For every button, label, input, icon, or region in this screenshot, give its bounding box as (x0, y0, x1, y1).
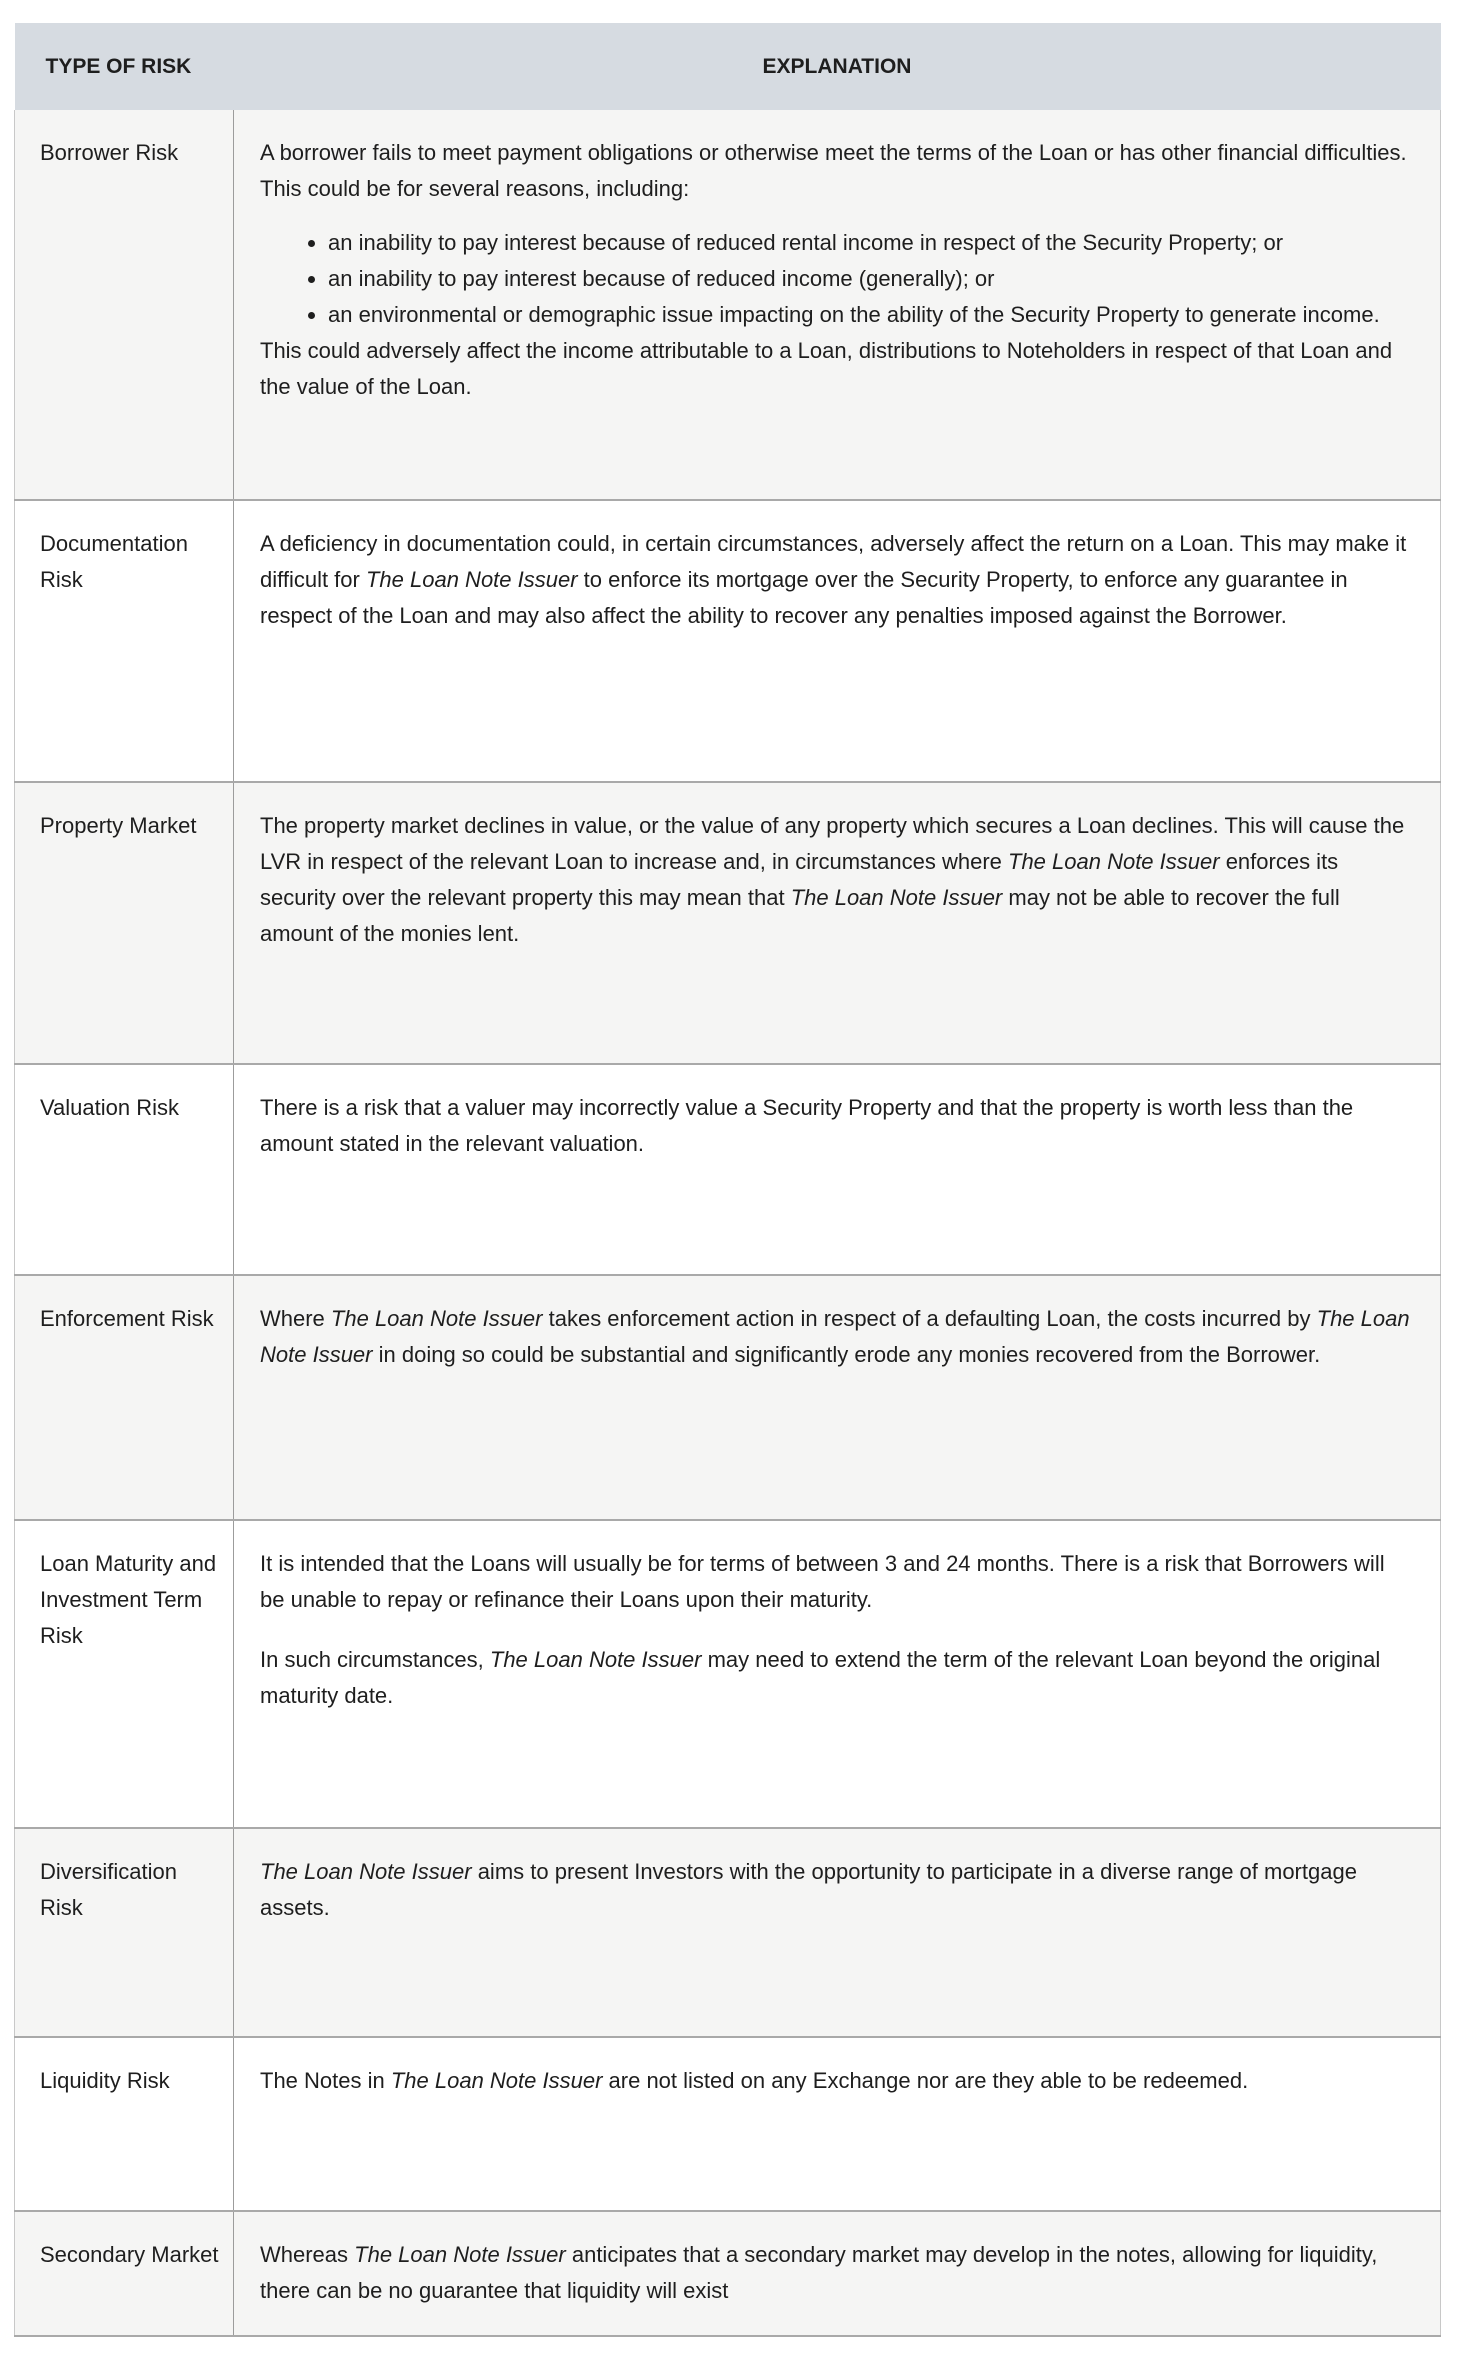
text: The Notes in (260, 2068, 391, 2093)
table-row (15, 1828, 1441, 2037)
risk-type: Diversification Risk (15, 1828, 234, 2037)
text: may need to extend the term of the relevant Loan beyond the original maturity date. (260, 1647, 1381, 1708)
explanation-text: This could adversely affect the income attributable to a Loan, distributions to Noteholders in respect of that Loan and the value of the Loan. (260, 338, 1393, 399)
table-row (15, 2037, 1441, 2211)
table-row (15, 1064, 1441, 1275)
risk-type: Secondary Market (15, 2211, 234, 2336)
risk-type: Liquidity Risk (15, 2037, 234, 2211)
risk-explanation (234, 500, 1441, 782)
text: anticipates that a secondary market may develop in the notes, allowing for liquidity, there can be no guarantee that liquidity will exist (260, 2242, 1378, 2303)
risk-explanation (234, 1520, 1441, 1828)
bullet-list (260, 225, 1414, 333)
list-item: • an inability to pay interest because of reduced income (generally); or (328, 261, 1414, 297)
issuer-name: The Loan Note Issuer (365, 567, 578, 592)
column-header-explanation: EXPLANATION (234, 23, 1441, 110)
column-header-type: TYPE OF RISK (15, 23, 234, 110)
issuer-name: The Loan Note Issuer (390, 2068, 603, 2093)
issuer-name: The Loan Note Issuer (330, 1306, 543, 1331)
table-row (15, 500, 1441, 782)
list-item: • an environmental or demographic issue impacting on the ability of the Security Property to generate income. (328, 297, 1414, 333)
table-row (15, 782, 1441, 1064)
issuer-name: The Loan Note Issuer (790, 885, 1003, 910)
text: enforces its security over the relevant property this may mean that (260, 849, 1339, 910)
risk-table (14, 23, 1441, 2337)
risk-type: Documentation Risk (15, 500, 234, 782)
text: aims to present Investors with the opportunity to participate in a diverse range of mortgage assets. (260, 1859, 1357, 1920)
risk-explanation (234, 110, 1441, 500)
text: in doing so could be substantial and significantly erode any monies recovered from the Borrower. (372, 1342, 1321, 1367)
table-row (15, 110, 1441, 500)
issuer-name: The Loan Note Issuer (260, 1859, 472, 1884)
text: A deficiency in documentation could, in certain circumstances, adversely affect the return on a Loan. This may make it difficult for (260, 531, 1407, 592)
explanation-text: A borrower fails to meet payment obligations or otherwise meet the terms of the Loan or has other financial difficulties. This could be for several reasons, including: (260, 140, 1407, 201)
text: In such circumstances, (260, 1647, 490, 1672)
risk-explanation (234, 2211, 1441, 2336)
risk-explanation (234, 1828, 1441, 2037)
table-row (15, 2211, 1441, 2336)
risk-type: Loan Maturity and Investment Term Risk (15, 1520, 234, 1828)
table-header-row (15, 23, 1441, 110)
risk-explanation (234, 2037, 1441, 2211)
risk-type: Property Market (15, 782, 234, 1064)
risk-type: Enforcement Risk (15, 1275, 234, 1520)
issuer-name: The Loan Note Issuer (489, 1647, 702, 1672)
issuer-name: The Loan Note Issuer (1008, 849, 1220, 874)
text: may not be able to recover the full amount of the monies lent. (260, 885, 1340, 946)
issuer-name: The Loan Note Issuer (260, 1306, 1410, 1367)
list-item: • an inability to pay interest because of reduced rental income in respect of the Security Property; or (328, 225, 1414, 261)
text: Whereas (260, 2242, 355, 2267)
risk-explanation: There is a risk that a valuer may incorrectly value a Security Property and that the property is worth less than the amount stated in the relevant valuation. (234, 1064, 1441, 1275)
text: The property market declines in value, or the value of any property which secures a Loan declines. This will cause the LVR in respect of the relevant Loan to increase and, in circumstances where (260, 813, 1405, 874)
text: Where (260, 1306, 331, 1331)
text: are not listed on any Exchange nor are they able to be redeemed. (602, 2068, 1249, 2093)
risk-type: Valuation Risk (15, 1064, 234, 1275)
explanation-text: It is intended that the Loans will usually be for terms of between 3 and 24 months. There is a risk that Borrowers will be unable to repay or refinance their Loans upon their maturity. (260, 1551, 1385, 1612)
text: takes enforcement action in respect of a defaulting Loan, the costs incurred by (542, 1306, 1317, 1331)
risk-type: Borrower Risk (15, 110, 234, 500)
issuer-name: The Loan Note Issuer (354, 2242, 566, 2267)
text: to enforce its mortgage over the Security Property, to enforce any guarantee in respect of the Loan and may also affect the ability to recover any penalties imposed against the Borrower. (260, 567, 1348, 628)
risk-explanation (234, 782, 1441, 1064)
table-row (15, 1275, 1441, 1520)
table-row (15, 1520, 1441, 1828)
explanation-text (260, 1642, 1414, 1714)
risk-explanation (234, 1275, 1441, 1520)
